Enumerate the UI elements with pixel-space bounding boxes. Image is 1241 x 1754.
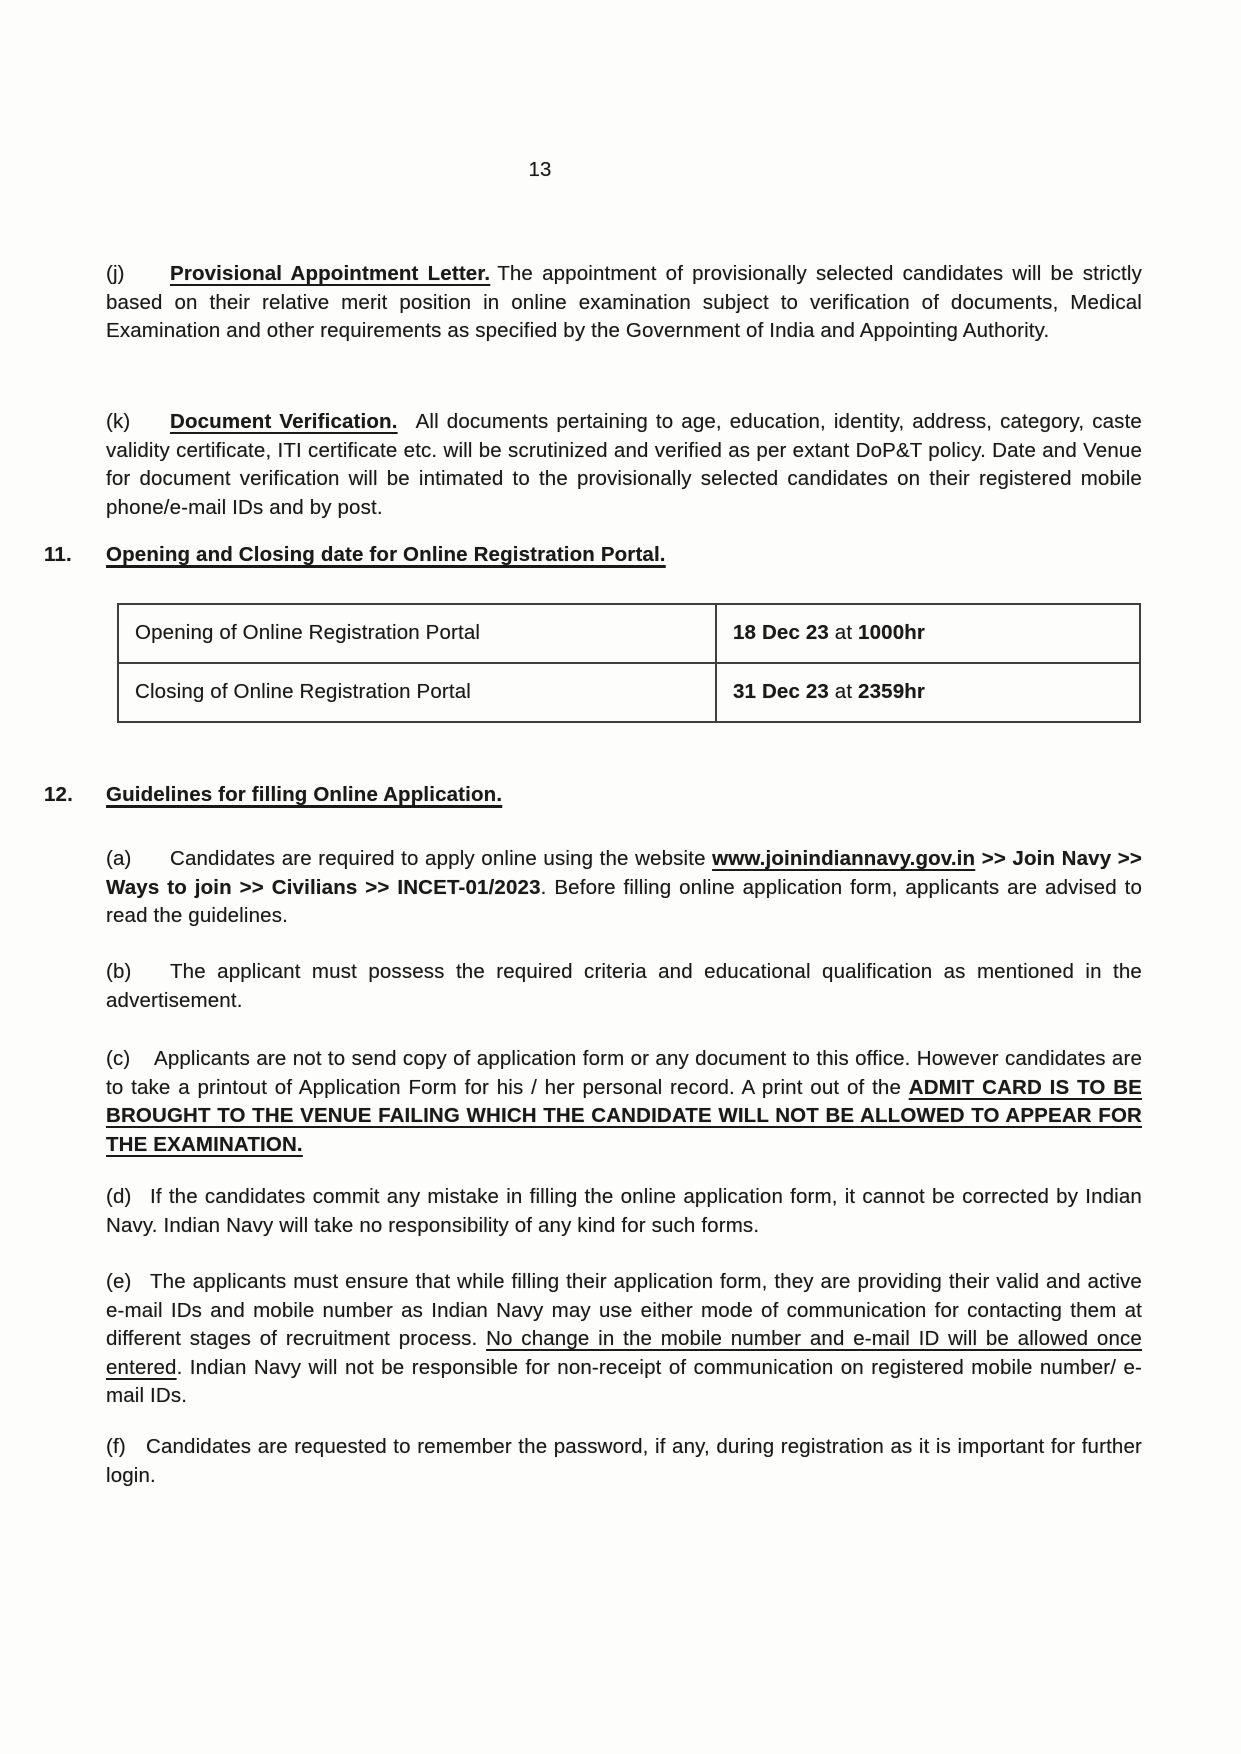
closing-portal-row [118,663,1140,722]
paragraph-e-pre-text: The applicants must ensure that while filling their application form, they are providing their valid and active e-mail IDs and mobile number as Indian Navy may use either mode of communication for contacting them at different stages of recruitment process. [106,1270,1142,1350]
website-url-text: www.joinindiannavy.gov.in [712,847,976,870]
paragraph-k-label: (k) [106,410,131,433]
paragraph-c-pre-text: Applicants are not to send copy of application form or any document to this office. However candidates are to take a printout of Application Form for his / her personal record. A print out of the [106,1047,1142,1099]
opening-time: 1000hr [858,621,926,645]
paragraph-f [106,1433,1142,1490]
paragraph-e-post-text: . Indian Navy will not be responsible for non-receipt of communication on registered mobile number/ e-mail IDs. [106,1355,1142,1407]
paragraph-d-body: If the candidates commit any mistake in filling the online application form, it cannot be corrected by Indian Navy. Indian Navy will take no responsibility of any kind for such forms. [106,1185,1142,1237]
paragraph-a-pre-text: Candidates are required to apply online using the website [170,847,713,870]
paragraph-d-label: (d) [106,1185,132,1208]
paragraph-b-body: The applicant must possess the required criteria and educational qualification as mentioned in the advertisement. [106,960,1142,1012]
registration-portal-table [117,603,1141,723]
paragraph-c-label: (c) [106,1047,131,1070]
paragraph-f-body: Candidates are requested to remember the password, if any, during registration as it is important for further login. [106,1435,1142,1487]
paragraph-d [106,1183,1142,1240]
section-11-title: Opening and Closing date for Online Registration Portal. [106,543,666,566]
paragraph-e-label: (e) [106,1270,132,1293]
section-12-title: Guidelines for filling Online Application. [106,783,503,806]
opening-portal-label-cell: Opening of Online Registration Portal [118,604,716,663]
section-12-number: 12. [44,783,73,806]
paragraph-e [106,1268,1142,1411]
closing-date: 31 Dec 23 [733,680,829,704]
section-11-number: 11. [44,543,72,566]
paragraph-j-heading: Provisional Appointment Letter. [170,262,491,285]
paragraph-k-heading: Document Verification. [170,410,398,433]
opening-portal-value-cell [716,604,1140,663]
closing-time: 2359hr [858,680,926,704]
paragraph-k-body: All documents pertaining to age, education, identity, address, category, caste validity certificate, ITI certificate etc. will be scrutinized and verified as per extant DoP&T policy. Date and Venue for document verification will be intimated to the provisionally selected candidates on their registered mobile phone/e-mail IDs and by post. [106,410,1142,519]
website-nav-path-text: >> Join Navy >> Ways to join >> Civilians >> INCET-01/2023 [106,847,1142,899]
closing-portal-value-cell [716,663,1140,722]
page-number: 13 [528,158,552,181]
opening-portal-row [118,604,1140,663]
paragraph-a-post-text: . Before filling online application form, applicants are advised to read the guidelines. [106,875,1143,927]
paragraph-a-label: (a) [106,847,132,870]
paragraph-j-body: The appointment of provisionally selected candidates will be strictly based on their relative merit position in online examination subject to verification of documents, Medical Examination and other requirements as specified by the Government of India and Appointing Authority. [106,262,1143,342]
section-11-heading [44,541,1142,570]
paragraph-k [106,408,1142,522]
admit-card-warning-text: ADMIT CARD IS TO BE BROUGHT TO THE VENUE FAILING WHICH THE CANDIDATE WILL NOT BE ALLOWED TO APPEAR FOR THE EXAMINATION. [106,1075,1142,1156]
section-12-heading [44,781,1142,810]
opening-date: 18 Dec 23 [733,621,829,645]
registration-portal-table-body [118,604,1140,722]
paragraph-j-label: (j) [106,262,125,285]
no-change-notice-text: No change in the mobile number and e-mail ID will be allowed once entered [106,1327,1142,1379]
paragraph-b [106,958,1142,1015]
paragraph-c [106,1045,1142,1159]
closing-at: at [828,680,859,704]
paragraph-b-label: (b) [106,960,132,983]
closing-portal-label-cell: Closing of Online Registration Portal [118,663,716,722]
opening-at: at [828,621,859,645]
paragraph-f-label: (f) [106,1435,126,1458]
paragraph-a [106,845,1142,931]
paragraph-j [106,260,1142,346]
